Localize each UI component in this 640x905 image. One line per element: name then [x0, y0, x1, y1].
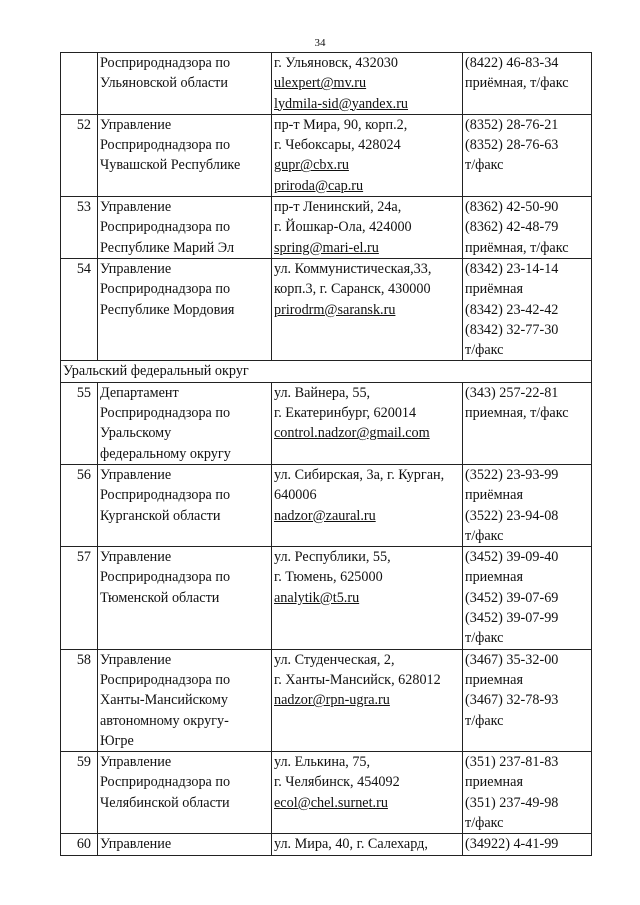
- phone-line: приёмная: [465, 281, 523, 298]
- agency-name-line: автономному округу-: [100, 712, 229, 729]
- agency-name-line: Югре: [100, 732, 134, 749]
- phone-line: (3467) 32-78-93: [465, 692, 559, 709]
- phone-line: приемная: [465, 569, 523, 586]
- email-link[interactable]: priroda@cap.ru: [274, 177, 364, 194]
- contacts-table: [60, 52, 592, 856]
- table-row: [61, 649, 592, 751]
- address-cell: [272, 649, 463, 751]
- row-number: 57: [61, 547, 98, 649]
- phone-line: приемная: [465, 671, 523, 688]
- contacts-table-body: [61, 53, 592, 856]
- phone-line: т/факс: [465, 814, 504, 831]
- agency-name-cell: [98, 53, 272, 115]
- phone-cell: [463, 834, 592, 855]
- row-number: 53: [61, 197, 98, 259]
- address-line: ул. Коммунистическая,33,: [274, 260, 432, 277]
- phone-line: (8342) 32-77-30: [465, 321, 559, 338]
- address-line: ул. Вайнера, 55,: [274, 384, 371, 401]
- phone-line: т/факс: [465, 157, 504, 174]
- phone-line: (343) 257-22-81: [465, 384, 559, 401]
- row-number: [61, 53, 98, 115]
- phone-line: (8422) 46-83-34: [465, 55, 559, 71]
- address-line: г. Ханты-Мансийск, 628012: [274, 671, 441, 688]
- address-line: ул. Сибирская, 3а, г. Курган,: [274, 466, 445, 483]
- agency-name-cell: [98, 834, 272, 855]
- agency-name-line: Управление: [100, 836, 172, 853]
- address-line: пр-т Мира, 90, корп.2,: [274, 116, 408, 133]
- agency-name-line: Росприроднадзора по: [100, 55, 231, 71]
- address-line: ул. Елькина, 75,: [274, 754, 371, 771]
- agency-name-cell: [98, 752, 272, 834]
- phone-line: т/факс: [465, 712, 504, 729]
- address-cell: [272, 752, 463, 834]
- page-number: 34: [314, 37, 326, 49]
- agency-name-line: Департамент: [100, 384, 179, 401]
- phone-cell: [463, 464, 592, 546]
- agency-name-cell: [98, 547, 272, 649]
- address-cell: [272, 114, 463, 196]
- phone-line: (34922) 4-41-99: [465, 836, 559, 853]
- table-row: [61, 834, 592, 855]
- agency-name-cell: [98, 258, 272, 360]
- email-link[interactable]: control.nadzor@gmail.com: [274, 425, 430, 442]
- email-link[interactable]: spring@mari-el.ru: [274, 239, 379, 256]
- phone-cell: [463, 258, 592, 360]
- address-line: пр-т Ленинский, 24а,: [274, 199, 402, 216]
- row-number: 56: [61, 464, 98, 546]
- table-row: [61, 464, 592, 546]
- section-row: [61, 361, 592, 382]
- email-link[interactable]: nadzor@zaural.ru: [274, 507, 376, 524]
- agency-name-line: Курганской области: [100, 507, 221, 524]
- table-row: [61, 53, 592, 115]
- row-number: 59: [61, 752, 98, 834]
- agency-name-line: Росприроднадзора по: [100, 405, 231, 422]
- phone-line: т/факс: [465, 527, 504, 544]
- row-number: 60: [61, 834, 98, 855]
- agency-name-line: Управление: [100, 116, 172, 133]
- agency-name-line: Чувашской Республике: [100, 157, 241, 174]
- phone-cell: [463, 649, 592, 751]
- phone-line: (351) 237-81-83: [465, 754, 559, 771]
- phone-line: приёмная: [465, 487, 523, 504]
- address-cell: [272, 382, 463, 464]
- agency-name-line: Ханты-Мансийскому: [100, 692, 228, 709]
- agency-name-line: Росприроднадзора по: [100, 219, 231, 236]
- agency-name-line: Управление: [100, 754, 172, 771]
- row-number: 52: [61, 114, 98, 196]
- address-line: г. Ульяновск, 432030: [274, 55, 398, 71]
- table-row: [61, 752, 592, 834]
- agency-name-line: федеральному округу: [100, 445, 231, 462]
- agency-name-line: Росприроднадзора по: [100, 569, 231, 586]
- address-line: ул. Республики, 55,: [274, 549, 391, 566]
- agency-name-line: Росприроднадзора по: [100, 487, 231, 504]
- agency-name-line: Управление: [100, 651, 172, 668]
- address-line: г. Чебоксары, 428024: [274, 137, 401, 154]
- agency-name-line: Управление: [100, 466, 172, 483]
- phone-line: приёмная, т/факс: [465, 75, 569, 92]
- phone-cell: [463, 752, 592, 834]
- agency-name-cell: [98, 464, 272, 546]
- email-link[interactable]: ecol@chel.surnet.ru: [274, 794, 388, 811]
- agency-name-line: Тюменской области: [100, 589, 220, 606]
- address-cell: [272, 258, 463, 360]
- agency-name-line: Управление: [100, 260, 172, 277]
- address-cell: [272, 547, 463, 649]
- table-row: [61, 258, 592, 360]
- agency-name-line: Росприроднадзора по: [100, 671, 231, 688]
- agency-name-line: Росприроднадзора по: [100, 137, 231, 154]
- address-cell: [272, 197, 463, 259]
- phone-cell: [463, 547, 592, 649]
- phone-line: приемная: [465, 774, 523, 791]
- address-line: г. Йошкар-Ола, 424000: [274, 219, 412, 236]
- phone-cell: [463, 114, 592, 196]
- phone-line: (8342) 23-14-14: [465, 260, 559, 277]
- phone-line: (8362) 42-50-90: [465, 199, 559, 216]
- phone-line: (3452) 39-07-99: [465, 610, 559, 627]
- table-row: [61, 382, 592, 464]
- section-heading: Уральский федеральный округ: [61, 361, 592, 382]
- agency-name-line: Росприроднадзора по: [100, 774, 231, 791]
- agency-name-line: Уральскому: [100, 425, 172, 442]
- row-number: 55: [61, 382, 98, 464]
- agency-name-line: Республике Марий Эл: [100, 239, 235, 256]
- agency-name-line: Челябинской области: [100, 794, 230, 811]
- phone-line: приёмная, т/факс: [465, 239, 569, 256]
- agency-name-cell: [98, 114, 272, 196]
- agency-name-line: Ульяновской области: [100, 75, 228, 92]
- row-number: 58: [61, 649, 98, 751]
- phone-line: приемная, т/факс: [465, 405, 569, 422]
- agency-name-cell: [98, 649, 272, 751]
- address-cell: [272, 464, 463, 546]
- phone-cell: [463, 382, 592, 464]
- address-line: г. Челябинск, 454092: [274, 774, 400, 791]
- agency-name-line: Росприроднадзора по: [100, 281, 231, 298]
- address-cell: [272, 53, 463, 115]
- email-link[interactable]: ulexpert@mv.ru: [274, 75, 367, 92]
- address-cell: [272, 834, 463, 855]
- address-line: 640006: [274, 487, 317, 504]
- phone-line: (3467) 35-32-00: [465, 651, 559, 668]
- address-line: корп.3, г. Саранск, 430000: [274, 281, 431, 298]
- address-line: ул. Мира, 40, г. Салехард,: [274, 836, 428, 853]
- agency-name-line: Управление: [100, 549, 172, 566]
- table-row: [61, 547, 592, 649]
- phone-cell: [463, 53, 592, 115]
- phone-line: (3522) 23-93-99: [465, 466, 559, 483]
- phone-line: (8362) 42-48-79: [465, 219, 559, 236]
- email-link[interactable]: gupr@cbx.ru: [274, 157, 349, 174]
- phone-line: (3452) 39-09-40: [465, 549, 559, 566]
- row-number: 54: [61, 258, 98, 360]
- address-line: г. Екатеринбург, 620014: [274, 405, 417, 422]
- table-row: [61, 197, 592, 259]
- phone-line: (3452) 39-07-69: [465, 589, 559, 606]
- address-line: ул. Студенческая, 2,: [274, 651, 395, 668]
- phone-line: т/факс: [465, 342, 504, 359]
- agency-name-line: Республике Мордовия: [100, 301, 235, 318]
- phone-line: т/факс: [465, 630, 504, 647]
- phone-line: (8342) 23-42-42: [465, 301, 559, 318]
- agency-name-cell: [98, 197, 272, 259]
- email-link[interactable]: lydmila-sid@yandex.ru: [274, 95, 409, 112]
- email-link[interactable]: nadzor@rpn-ugra.ru: [274, 692, 390, 709]
- phone-line: (8352) 28-76-21: [465, 116, 559, 133]
- table-row: [61, 114, 592, 196]
- phone-cell: [463, 197, 592, 259]
- phone-line: (351) 237-49-98: [465, 794, 559, 811]
- agency-name-line: Управление: [100, 199, 172, 216]
- phone-line: (8352) 28-76-63: [465, 137, 559, 154]
- email-link[interactable]: prirodrm@saransk.ru: [274, 301, 396, 318]
- phone-line: (3522) 23-94-08: [465, 507, 559, 524]
- email-link[interactable]: analytik@t5.ru: [274, 589, 360, 606]
- address-line: г. Тюмень, 625000: [274, 569, 383, 586]
- agency-name-cell: [98, 382, 272, 464]
